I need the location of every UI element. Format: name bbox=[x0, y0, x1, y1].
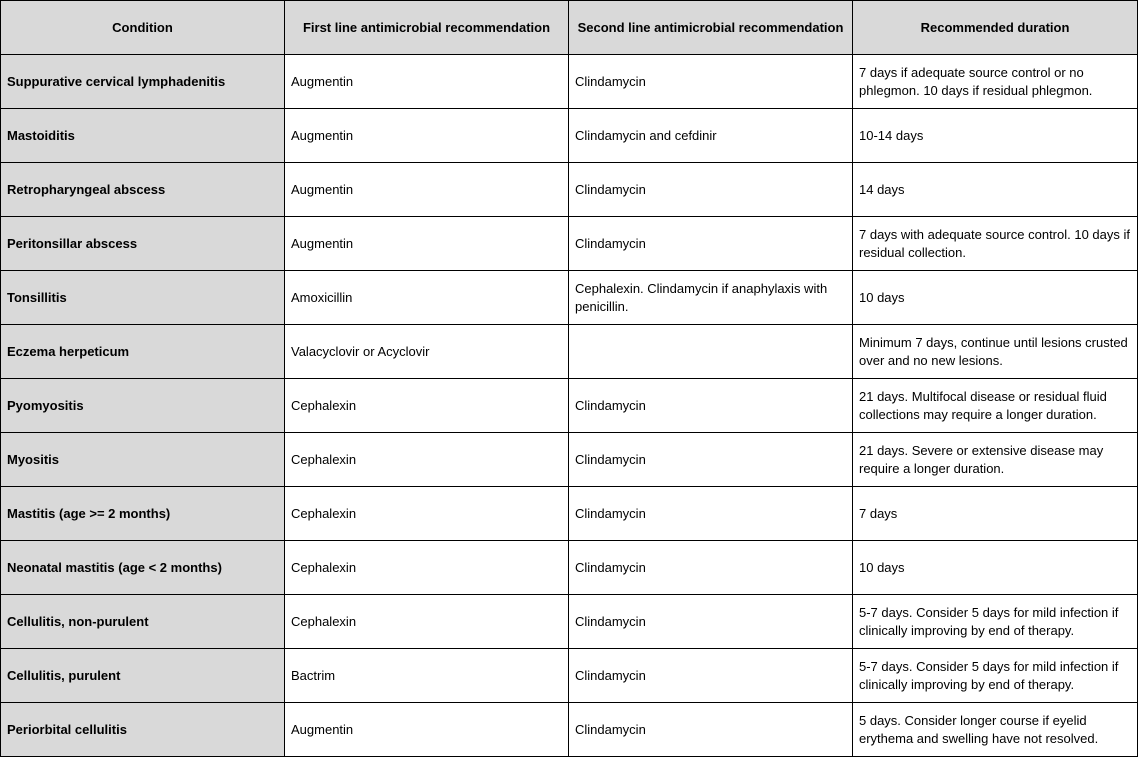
header-second-line: Second line antimicrobial recommendation bbox=[569, 1, 853, 55]
first-line-cell: Cephalexin bbox=[285, 595, 569, 649]
first-line-cell: Augmentin bbox=[285, 163, 569, 217]
condition-cell: Retropharyngeal abscess bbox=[1, 163, 285, 217]
duration-cell: 10-14 days bbox=[853, 109, 1138, 163]
duration-cell: Minimum 7 days, continue until lesions crusted over and no new lesions. bbox=[853, 325, 1138, 379]
second-line-cell: Clindamycin bbox=[569, 379, 853, 433]
condition-cell: Cellulitis, non-purulent bbox=[1, 595, 285, 649]
table-row bbox=[1, 55, 1138, 109]
condition-cell: Pyomyositis bbox=[1, 379, 285, 433]
condition-cell: Mastoiditis bbox=[1, 109, 285, 163]
duration-cell: 7 days with adequate source control. 10 days if residual collection. bbox=[853, 217, 1138, 271]
duration-cell: 5-7 days. Consider 5 days for mild infection if clinically improving by end of therapy. bbox=[853, 595, 1138, 649]
table-row bbox=[1, 541, 1138, 595]
second-line-cell: Clindamycin and cefdinir bbox=[569, 109, 853, 163]
second-line-cell: Clindamycin bbox=[569, 649, 853, 703]
first-line-cell: Augmentin bbox=[285, 109, 569, 163]
first-line-cell: Cephalexin bbox=[285, 541, 569, 595]
table-row bbox=[1, 703, 1138, 757]
first-line-cell: Amoxicillin bbox=[285, 271, 569, 325]
first-line-cell: Cephalexin bbox=[285, 433, 569, 487]
table-header-row bbox=[1, 1, 1138, 55]
table-row bbox=[1, 433, 1138, 487]
condition-cell: Periorbital cellulitis bbox=[1, 703, 285, 757]
duration-cell: 14 days bbox=[853, 163, 1138, 217]
second-line-cell: Clindamycin bbox=[569, 163, 853, 217]
table-row bbox=[1, 271, 1138, 325]
second-line-cell bbox=[569, 325, 853, 379]
first-line-cell: Cephalexin bbox=[285, 379, 569, 433]
duration-cell: 7 days if adequate source control or no phlegmon. 10 days if residual phlegmon. bbox=[853, 55, 1138, 109]
second-line-cell: Cephalexin. Clindamycin if anaphylaxis with penicillin. bbox=[569, 271, 853, 325]
first-line-cell: Valacyclovir or Acyclovir bbox=[285, 325, 569, 379]
condition-cell: Eczema herpeticum bbox=[1, 325, 285, 379]
second-line-cell: Clindamycin bbox=[569, 433, 853, 487]
duration-cell: 10 days bbox=[853, 541, 1138, 595]
table-row bbox=[1, 109, 1138, 163]
duration-cell: 21 days. Multifocal disease or residual fluid collections may require a longer duration. bbox=[853, 379, 1138, 433]
first-line-cell: Cephalexin bbox=[285, 487, 569, 541]
duration-cell: 5-7 days. Consider 5 days for mild infection if clinically improving by end of therapy. bbox=[853, 649, 1138, 703]
condition-cell: Myositis bbox=[1, 433, 285, 487]
second-line-cell: Clindamycin bbox=[569, 217, 853, 271]
table-row bbox=[1, 595, 1138, 649]
condition-cell: Mastitis (age >= 2 months) bbox=[1, 487, 285, 541]
header-condition: Condition bbox=[1, 1, 285, 55]
table-row bbox=[1, 325, 1138, 379]
duration-cell: 5 days. Consider longer course if eyelid erythema and swelling have not resolved. bbox=[853, 703, 1138, 757]
condition-cell: Peritonsillar abscess bbox=[1, 217, 285, 271]
first-line-cell: Bactrim bbox=[285, 649, 569, 703]
duration-cell: 21 days. Severe or extensive disease may require a longer duration. bbox=[853, 433, 1138, 487]
header-duration: Recommended duration bbox=[853, 1, 1138, 55]
header-first-line: First line antimicrobial recommendation bbox=[285, 1, 569, 55]
second-line-cell: Clindamycin bbox=[569, 487, 853, 541]
second-line-cell: Clindamycin bbox=[569, 595, 853, 649]
first-line-cell: Augmentin bbox=[285, 55, 569, 109]
first-line-cell: Augmentin bbox=[285, 703, 569, 757]
table-row bbox=[1, 649, 1138, 703]
first-line-cell: Augmentin bbox=[285, 217, 569, 271]
second-line-cell: Clindamycin bbox=[569, 55, 853, 109]
second-line-cell: Clindamycin bbox=[569, 703, 853, 757]
duration-cell: 10 days bbox=[853, 271, 1138, 325]
condition-cell: Tonsillitis bbox=[1, 271, 285, 325]
condition-cell: Cellulitis, purulent bbox=[1, 649, 285, 703]
table-row bbox=[1, 487, 1138, 541]
table-row bbox=[1, 163, 1138, 217]
table-row bbox=[1, 379, 1138, 433]
condition-cell: Suppurative cervical lymphadenitis bbox=[1, 55, 285, 109]
second-line-cell: Clindamycin bbox=[569, 541, 853, 595]
condition-cell: Neonatal mastitis (age < 2 months) bbox=[1, 541, 285, 595]
table-row bbox=[1, 217, 1138, 271]
duration-cell: 7 days bbox=[853, 487, 1138, 541]
